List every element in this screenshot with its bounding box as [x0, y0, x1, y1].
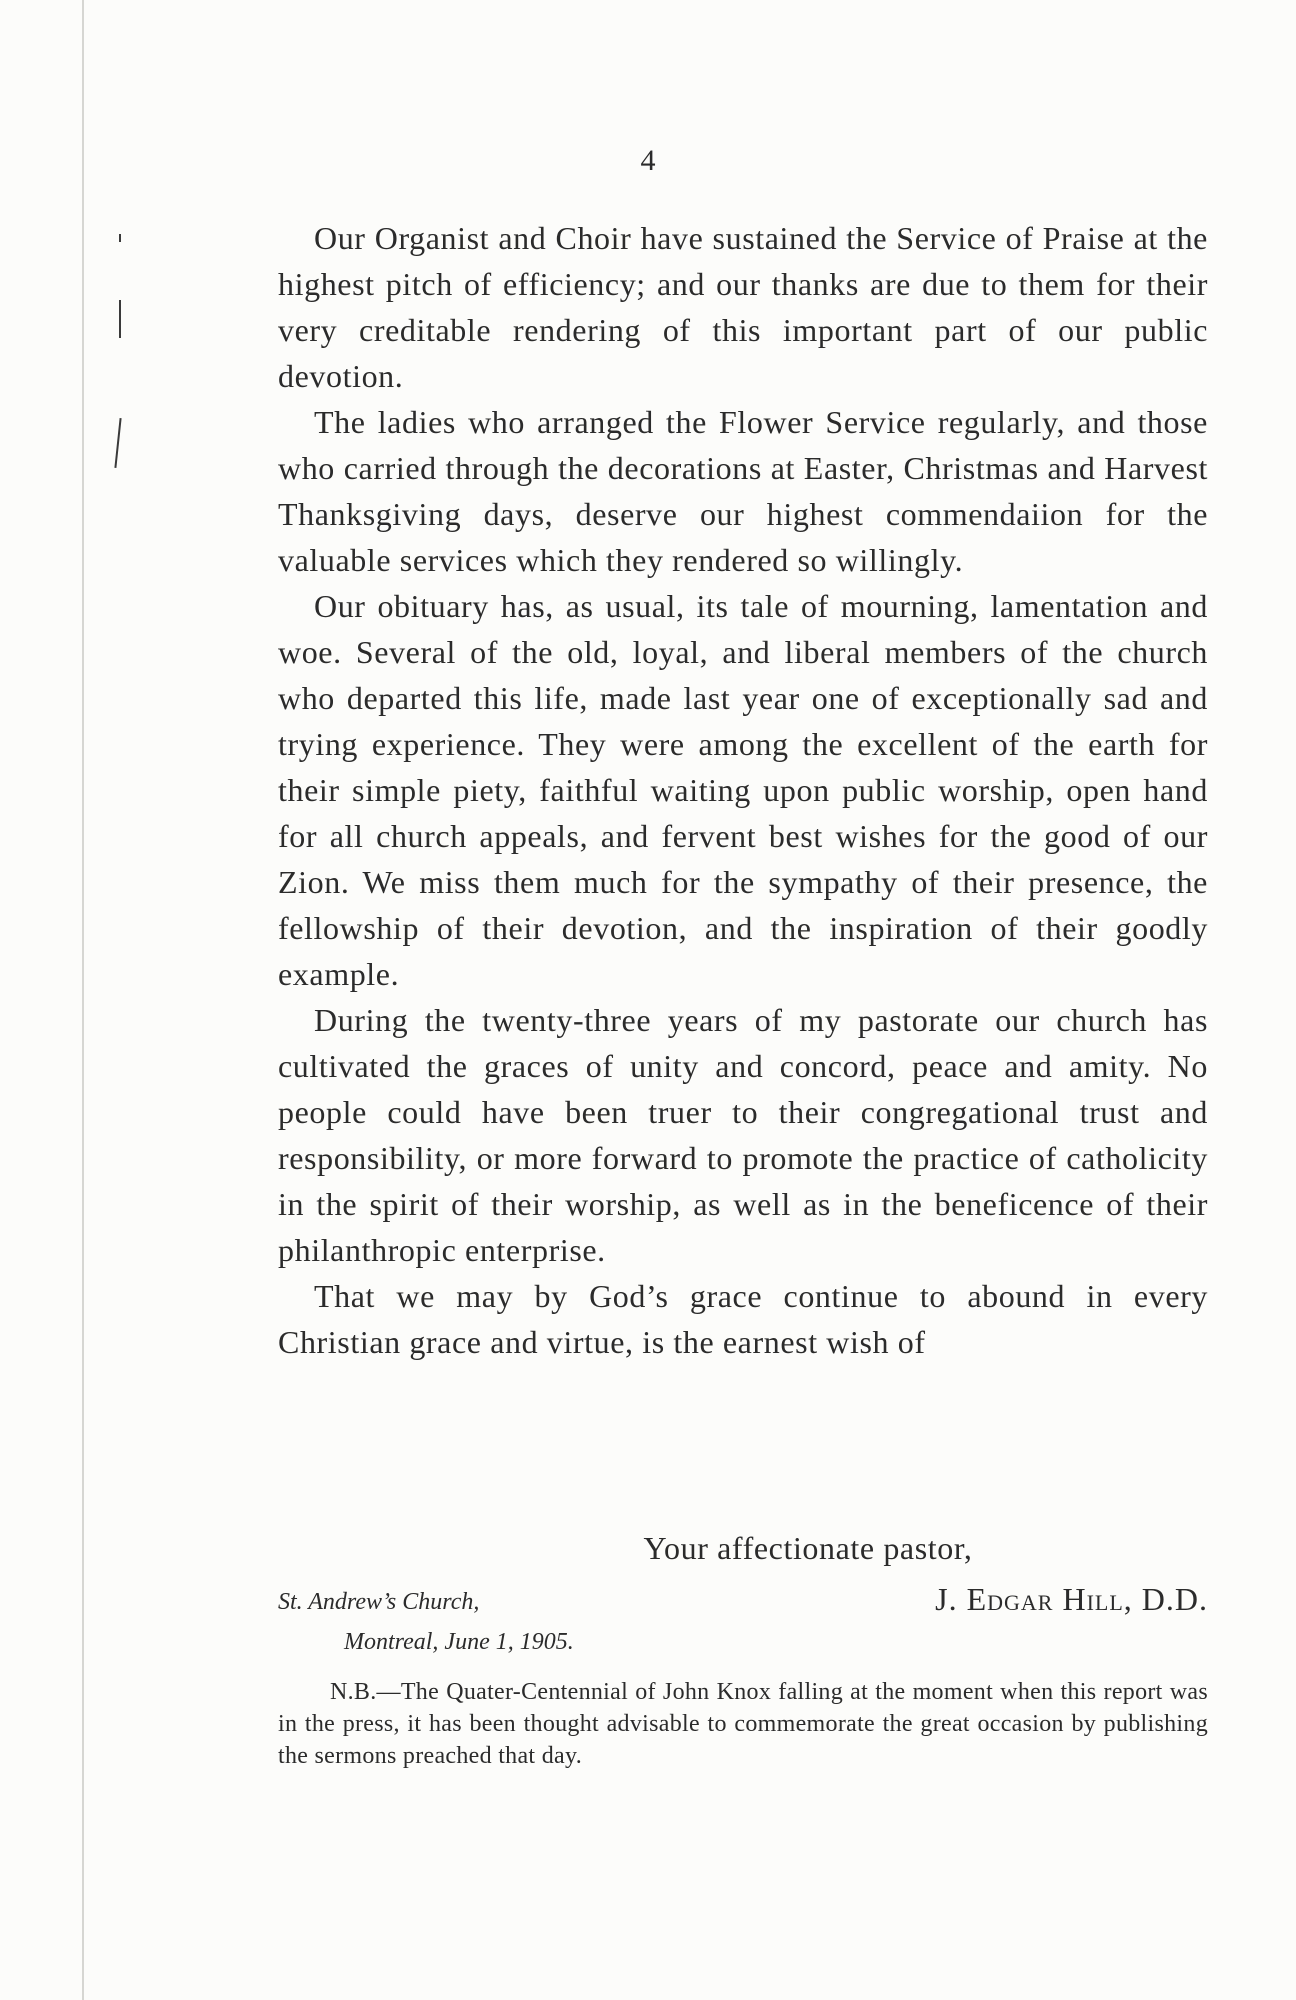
- signature: J. Edgar Hill, D.D.: [935, 1581, 1208, 1617]
- nota-bene: N.B.—The Quater-Centennial of John Knox falling at the moment when this report was in the press, it has been thought advisable to commemorate the great occasion by publishing the sermons preached that day.: [278, 1679, 1208, 1769]
- signature-row: [278, 1581, 1208, 1629]
- valediction: Your affectionate pastor,: [643, 1530, 973, 1566]
- paragraph-obituary: Our obituary has, as usual, its tale of mourning, lamentation and woe. Several of the old, loyal, and liberal members of the church who departed this life, made last year one of exceptionally sad and trying experience. They were among the excellent of the earth for their simple piety, faithful waiting upon public worship, open hand for all church appeals, and fervent best wishes for the good of our Zion. We miss them much for the sympathy of their presence, the fellowship of their devotion, and the inspiration of their goodly example.: [278, 588, 1208, 992]
- place-church: St. Andrew’s Church,: [278, 1589, 480, 1615]
- place-date: Montreal, June 1, 1905.: [344, 1629, 574, 1655]
- closing-block: [278, 1515, 1208, 1772]
- paragraph-closing-wish: That we may by God’s grace continue to abound in every Christian grace and virtue, is the earnest wish of: [278, 1278, 1208, 1360]
- margin-mark: [114, 418, 121, 468]
- page-number: 4: [640, 144, 656, 177]
- letter-body: [278, 215, 1208, 1365]
- paragraph-flower-service: The ladies who arranged the Flower Service regularly, and those who carried through the decorations at Easter, Christmas and Harvest Thanksgiving days, deserve our highest commendaiion for the valuable services which they rendered so willingly.: [278, 404, 1208, 578]
- paragraph-pastorate: During the twenty-three years of my pastorate our church has cultivated the graces of unity and concord, peace and amity. No people could have been truer to their congregational trust and responsibility, or more forward to promote the practice of catholicity in the spirit of their worship, as well as in the beneficence of their philanthropic enterprise.: [278, 1002, 1208, 1268]
- margin-mark: [119, 300, 121, 338]
- paragraph-organist-choir: Our Organist and Choir have sustained the Service of Praise at the highest pitch of efficiency; and our thanks are due to them for their very creditable rendering of this important part of our public devotion.: [278, 220, 1208, 394]
- margin-mark: [119, 234, 121, 242]
- binding-edge: [82, 0, 84, 2000]
